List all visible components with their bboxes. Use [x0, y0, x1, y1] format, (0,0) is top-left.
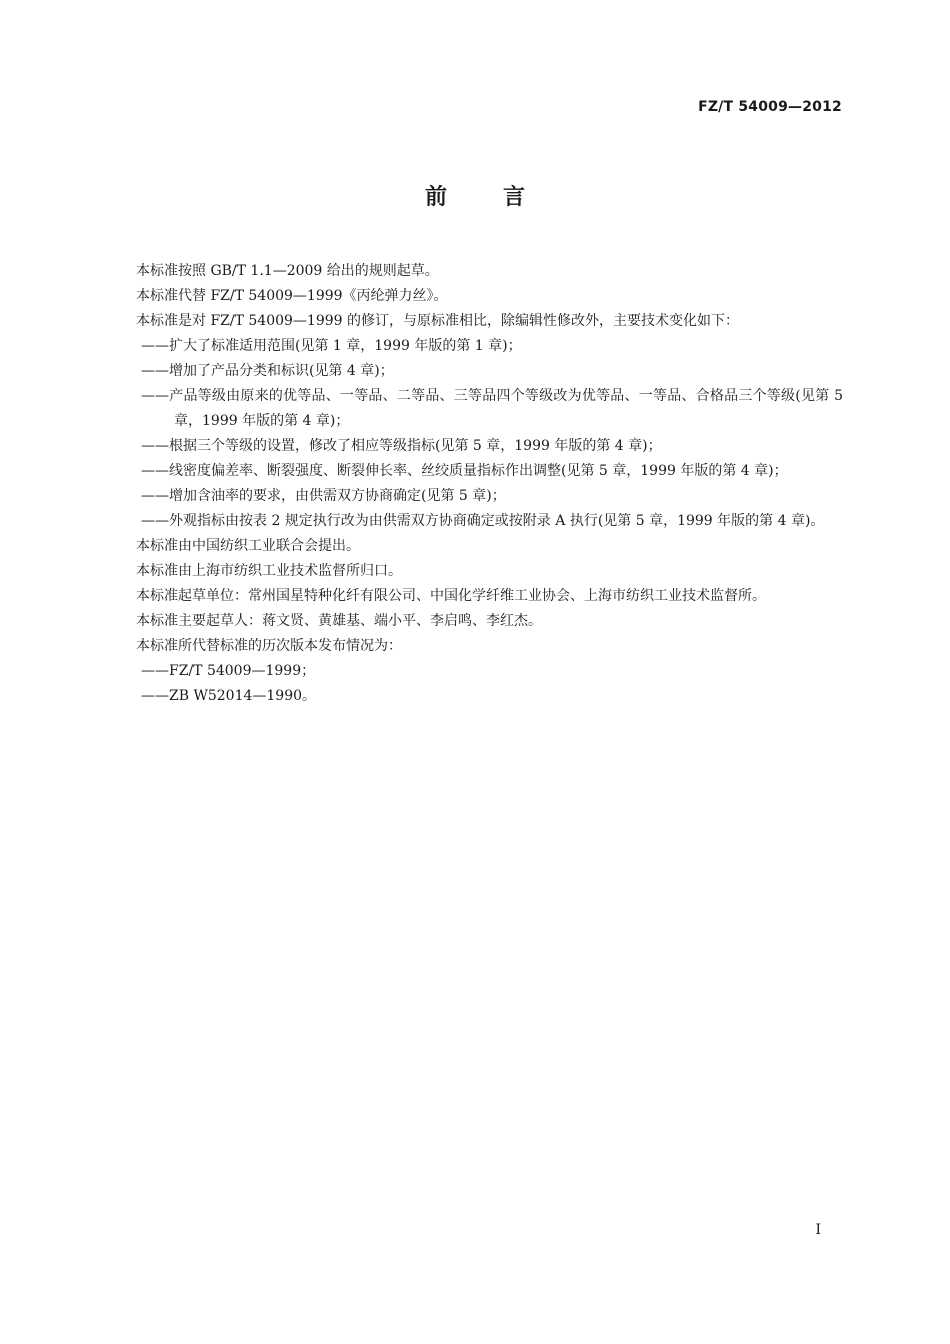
change-item: ——产品等级由原来的优等品、一等品、二等品、三等品四个等级改为优等品、一等品、合格品三个等级(见第 5 章，1999 年版的第 4 章)；	[141, 388, 843, 429]
page-title	[0, 180, 950, 211]
foreword-body	[108, 259, 843, 709]
title-char-2: 言	[503, 185, 526, 210]
paragraph-drafting-rules: 本标准按照 GB/T 1.1—2009 给出的规则起草。	[136, 263, 439, 279]
change-item: ——外观指标由按表 2 规定执行改为由供需双方协商确定或按附录 A 执行(见第 5 章，1999 年版的第 4 章)。	[141, 513, 825, 529]
standard-number: FZ/T 54009—2012	[698, 99, 842, 115]
paragraph-drafters: 本标准主要起草人：蒋文贤、黄雄基、端小平、李启鸣、李红杰。	[136, 613, 542, 629]
change-item: ——根据三个等级的设置，修改了相应等级指标(见第 5 章，1999 年版的第 4 章)；	[141, 438, 662, 454]
history-item: ——ZB W52014—1990。	[141, 688, 317, 704]
paragraph-centralized-by: 本标准由上海市纺织工业技术监督所归口。	[136, 563, 402, 579]
change-item: ——增加了产品分类和标识(见第 4 章)；	[141, 363, 394, 379]
change-item: ——线密度偏差率、断裂强度、断裂伸长率、丝绞质量指标作出调整(见第 5 章，1999 年版的第 4 章)；	[141, 463, 788, 479]
page-number: I	[815, 1222, 821, 1238]
paragraph-history-intro: 本标准所代替标准的历次版本发布情况为：	[136, 638, 402, 654]
title-char-1: 前	[424, 185, 447, 210]
paragraph-drafting-units: 本标准起草单位：常州国星特种化纤有限公司、中国化学纤维工业协会、上海市纺织工业技术监督所。	[136, 588, 766, 604]
change-item: ——增加含油率的要求，由供需双方协商确定(见第 5 章)；	[141, 488, 506, 504]
paragraph-replaces: 本标准代替 FZ/T 54009—1999《丙纶弹力丝》。	[136, 288, 448, 304]
change-item: ——扩大了标准适用范围(见第 1 章，1999 年版的第 1 章)；	[141, 338, 522, 354]
paragraph-proposed-by: 本标准由中国纺织工业联合会提出。	[136, 538, 360, 554]
paragraph-changes-intro: 本标准是对 FZ/T 54009—1999 的修订，与原标准相比，除编辑性修改外，主要技术变化如下：	[136, 313, 740, 329]
history-item: ——FZ/T 54009—1999；	[141, 663, 316, 679]
